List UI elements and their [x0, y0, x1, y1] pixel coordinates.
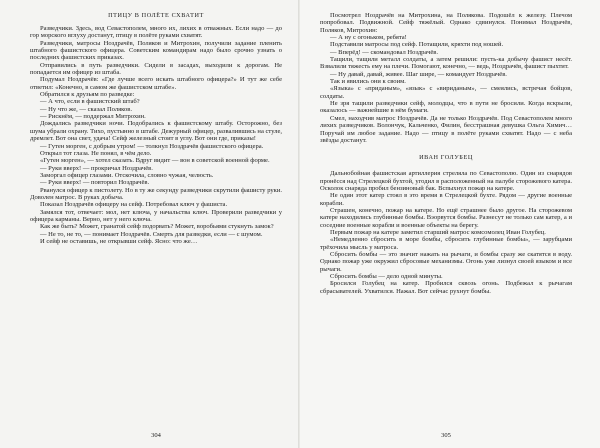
- paragraph: Так и явились они к своим.: [330, 78, 406, 86]
- dialogue-line: — Рискнём, — поддержал Митрохин.: [40, 113, 146, 121]
- paragraph: «Немедленно сбросить в море бомбы, сбросить глубинные бомбы», — зарубцами трёхочила мысль у матроса.: [320, 236, 572, 251]
- paragraph: Бросился Голубец на катер. Пробился сквозь огонь. Подбежал к рычагам сбрасывателей. Ухватился. Нажал. Вот сейчас рухнут бомбы.: [320, 280, 572, 295]
- paragraph: Страшен, конечно, пожар на катере. Но ещё страшнее было другое. На сторожевом катере находились глубинные бомбы. Вэорвутся бомбы. Разнесут не только сам катер, а и соседние военные корабли и военные объекты на берегу.: [320, 206, 572, 229]
- paragraph: Подставили матросы под сейф. Потащили, кряхти под ношей.: [330, 41, 504, 49]
- paragraph: Показал Ноздрачёв офицеру на сейф. Потребовал ключ у фашиста.: [40, 201, 228, 209]
- dialogue-line: — Ну что же, — сказал Поляков.: [40, 105, 132, 113]
- paragraph: «Гутен морген», — хотел сказать. Вдруг видит — вон в советской военной форме.: [40, 157, 270, 165]
- right-page-column: [320, 12, 572, 295]
- paragraph: Подумал Ноздрачёв: «Где лучше всего искать штабного офицера?» И тут же себе ответил: «Конечно, в самом же фашистском штабе».: [30, 76, 282, 91]
- paragraph: Сбросить бомбы — дело одной минуты.: [330, 273, 443, 280]
- left-page-column: [30, 12, 282, 245]
- right-page: [300, 0, 600, 448]
- paragraph: Смел, находчив матрос Ноздрачёв. Да не только Ноздрачёв. Под Севастополем много лихих разведчиков. Волончук, Кальченко, Филин, бесстрашная девушка Ольга Химич… Поручай им любое задание. Надо — птицу в полёте руками схватят. Надо — с неба звёзды достанут.: [320, 114, 572, 144]
- dialogue-line: — Ну давай, давай, живее. Шаг шире, — командует Ноздрачёв.: [330, 70, 507, 78]
- paragraph: Сбросить бомбы — это значит нажать на рычаги, и бомбы сразу же скатятся в воду. Однако пожар уже окружил сбросовые механизмы. Огонь уже лизнул своей языком и все рычаги.: [320, 250, 572, 273]
- paragraph: Не зря тащили разведчики сейф, молодцы, что в пути не бросили. Когда вскрыли, оказалось — важнейшие в нём бумаги.: [320, 100, 572, 115]
- paragraph: Разведчики. Здесь, вод Севастополем, много их, лихих в отважных. Если надо — до гор морского вглуху достанут, птицу в полёте руками схватят.: [30, 25, 282, 40]
- paragraph: Рванулся офицер к пистолету. Но в ту же секунду разведчики скрутили фашисту руки. Доволен матрос. В руках добыча.: [30, 186, 282, 201]
- page-number-left: 304: [151, 432, 161, 439]
- paragraph: Посмотрел Ноздрачёв на Митрохина, на Полякова. Подошёл к железу. Плечом попробовал. Подвижной. Сейф тяжёлый. Однако сдвинулся. Понимал Ноздрачёв, Поляков, Митрохин:: [320, 12, 572, 34]
- paragraph: Дальнобойная фашистская артиллерия стреляла по Севастополю. Один из снарядов пронёсся над Стрелецкой бухтой, угодил в расположенный на палубе сторожевого катера. Осколок снаряда пробил бензиновый бак. Вспыхнул пожар на катере.: [320, 170, 572, 192]
- story-title: ПТИЦУ В ПОЛЁТЕ СХВАТИТ: [108, 12, 204, 19]
- paragraph: Замялся тот, отвечает: мол, нет ключа, у начальства ключ. Проверили разведчики у офицера карманы. Верно, нет у него ключа.: [30, 208, 282, 223]
- dialogue-line: — Руки вверх! — прокричал Ноздрачёв.: [40, 164, 153, 172]
- page-number-right: 305: [441, 432, 451, 439]
- paragraph: Тащили, тащили металл солдаты, а затем решили: пусть-ка добычу фашист несёт. Взвалили тяжесть ему на плечи. Помогают, конечно, — ведь, Ноздрачёв, фашист пыхтит.: [320, 56, 572, 71]
- paragraph: И сейф не оставишь, не открывши сейф. Ясно: что же…: [40, 237, 198, 245]
- paragraph: Отправились в путь разведчики. Сидели в засадах, выходили к дорогам. Не попадается им офицер из штаба.: [30, 61, 282, 77]
- section-title: ИВАН ГОЛУБЕЦ: [419, 154, 473, 162]
- paragraph: Обратился к друзьям по разведке:: [40, 91, 135, 99]
- paragraph: Открыл тот глаза. Не понял, в чём дело.: [40, 149, 152, 157]
- paragraph: Дождались разведчики ночи. Подобрались к фашистскому штабу. Осторожно, без шума убрали охрану. Тихо, пустынно в штабе. Дежурный офицер, развалившись на стуле, дремлет. Вот она свет, удача! Сейф железный стоит в углу. Вот они где, приказы!: [30, 120, 282, 143]
- dialogue-line: — Не то, не то, — понимает Ноздрачёв. Смерть для разведки, если — с шумом.: [40, 230, 263, 238]
- dialogue-line: — Вперёд! — скомандовал Ноздрачёв.: [330, 48, 439, 56]
- paragraph: «Языка» с «приданым», «язык» с «вириданым», — смеялись, встречая бойцов, солдаты.: [320, 85, 572, 100]
- paragraph: Заморгал офицер глазами. Отскочила, словно чужая, челюсть.: [40, 171, 214, 179]
- dialogue-line: — Гутен морген, с добрым утром! — толкнул Ноздрачёв фашистского офицера.: [40, 142, 264, 150]
- paragraph: Как же быть? Может, гранатой сейф подорвать? Может, воробьями стукнуть замок?: [40, 223, 274, 231]
- dialogue-line: — А что, если в фашистский штаб?: [40, 98, 140, 106]
- dialogue-line: — А ну с огоньком, ребята!: [330, 34, 407, 42]
- paragraph: Первым пожар на катере заметил старший матрос комсомолец Иван Голубец.: [330, 228, 546, 236]
- paragraph: Разведчики, матросы Ноздрачёв, Поляков и Митрохин, получили задание пленить штабного фашистского офицера. Советским командирам надо было срочно узнать о последних фашистских приказах.: [30, 39, 282, 62]
- dialogue-line: — Руки вверх! — повторил Ноздрачёв.: [40, 179, 150, 187]
- paragraph: Не один этот катер стоял в это время в Стрелецкой бухте. Рядом — другие военные корабли.: [320, 192, 572, 207]
